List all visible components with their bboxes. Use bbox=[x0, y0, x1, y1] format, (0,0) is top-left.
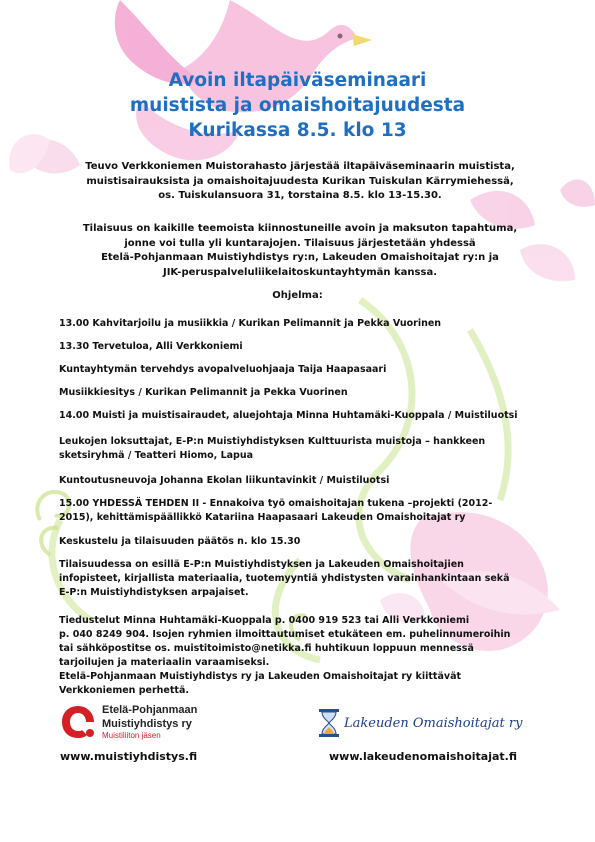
intro-line: Teuvo Verkkoniemen Muistorahasto järjestää iltapäiväseminaarin muistista, bbox=[85, 161, 515, 172]
program-item: Musiikkiesitys / Kurikan Pelimannit ja Pekka Vuorinen bbox=[59, 387, 348, 398]
program-item: Kuntoutusneuvoja Johanna Ekolan liikuntavinkit / Muistiluotsi bbox=[59, 475, 390, 486]
contact-line: tai sähköpostitse os. muistitoimisto@netikka.fi huhtikuun loppuun mennessä bbox=[59, 643, 474, 654]
info-line: infopisteet, kirjallista materiaalia, tuotemyyntiä yhdistysten varainhankintaan sekä bbox=[59, 573, 510, 584]
logo-name-line-1: Etelä-Pohjanmaan bbox=[102, 704, 198, 716]
logo-name-line-2: Muistiyhdistys ry bbox=[102, 718, 192, 730]
caregivers-logo-name: Lakeuden Omaishoitajat ry bbox=[344, 716, 523, 731]
program-item: 13.30 Tervetuloa, Alli Verkkoniemi bbox=[59, 341, 243, 352]
caregivers-association-logo bbox=[318, 706, 533, 746]
intro-line: JIK-peruspalveluliikelaitoskuntayhtymän kanssa. bbox=[162, 266, 438, 278]
contact-line: Verkkoniemen perhettä. bbox=[59, 685, 189, 696]
intro-line: jonne voi tulla yli kuntarajojen. Tilaisuus järjestetään yhdessä bbox=[124, 237, 476, 249]
program-item: Kuntayhtymän tervehdys avopalveluohjaaja Taija Haapasaari bbox=[59, 364, 387, 375]
logo-subtitle: Muistiliiton jäsen bbox=[102, 731, 161, 740]
intro-line: Tilaisuus on kaikille teemoista kiinnostuneille avoin ja maksuton tapahtuma, bbox=[82, 223, 518, 234]
info-paragraph bbox=[59, 558, 549, 600]
intro-line: os. Tuiskulansuora 31, torstaina 8.5. klo 13-15.30. bbox=[158, 190, 442, 201]
hourglass-icon bbox=[318, 708, 340, 738]
intro-paragraph-1 bbox=[50, 160, 550, 204]
memory-association-logo-icon bbox=[60, 703, 96, 741]
memory-association-logo bbox=[60, 700, 220, 746]
program-item: Leukojen loksuttajat, E-P:n Muistiyhdistyksen Kulttuurista muistoja – hankkeen bbox=[59, 436, 486, 447]
contact-line: tarjoilujen ja materiaalin varaamiseksi. bbox=[59, 657, 270, 668]
program-item: Keskustelu ja tilaisuuden päätös n. klo 15.30 bbox=[59, 536, 301, 547]
lakeudenomaishoitajat-website-link[interactable]: www.lakeudenomaishoitajat.fi bbox=[329, 750, 518, 763]
intro-line: Etelä-Pohjanmaan Muistiyhdistys ry:n, Lakeuden Omaishoitajat ry:n ja bbox=[101, 252, 499, 263]
muistiyhdistys-website-link[interactable]: www.muistiyhdistys.fi bbox=[60, 750, 198, 763]
program-item: 2015), kehittämispäällikkö Katariina Haapasaari Lakeuden Omaishoitajat ry bbox=[59, 512, 466, 523]
program-item: 14.00 Muisti ja muistisairaudet, aluejohtaja Minna Huhtamäki-Kuoppala / Muistiluotsi bbox=[59, 410, 518, 421]
contact-line: p. 040 8249 904. Isojen ryhmien ilmoittautumiset etukäteen em. puhelinnumeroihin bbox=[59, 629, 511, 640]
title-line-3: Kurikassa 8.5. klo 13 bbox=[188, 120, 407, 141]
program-item: sketsiryhmä / Teatteri Hiomo, Lapua bbox=[59, 450, 254, 461]
program-item: 15.00 YHDESSÄ TEHDEN II - Ennakoiva työ omaishoitajan tukena –projekti (2012- bbox=[59, 498, 493, 509]
info-line: E-P:n Muistiyhdistyksen arpajaiset. bbox=[59, 587, 249, 598]
program-heading: Ohjelma: bbox=[272, 290, 323, 301]
intro-line: muistisairauksista ja omaishoitajuudesta Kurikan Tuiskulan Kärrymiehessä, bbox=[86, 175, 514, 187]
page-title bbox=[60, 68, 535, 143]
title-line-2: muistista ja omaishoitajuudesta bbox=[129, 95, 466, 116]
title-line-1: Avoin iltapäiväseminaari bbox=[168, 70, 427, 91]
program-item: 13.00 Kahvitarjoilu ja musiikkia / Kurikan Pelimannit ja Pekka Vuorinen bbox=[59, 318, 442, 329]
contact-paragraph bbox=[59, 614, 549, 698]
info-line: Tilaisuudessa on esillä E-P:n Muistiyhdistyksen ja Lakeuden Omaishoitajien bbox=[59, 559, 464, 570]
contact-line: Tiedustelut Minna Huhtamäki-Kuoppala p. 0400 919 523 tai Alli Verkkoniemi bbox=[59, 615, 470, 626]
intro-paragraph-2 bbox=[50, 222, 550, 280]
contact-line: Etelä-Pohjanmaan Muistiyhdistys ry ja Lakeuden Omaishoitajat ry kiittävät bbox=[59, 671, 462, 682]
